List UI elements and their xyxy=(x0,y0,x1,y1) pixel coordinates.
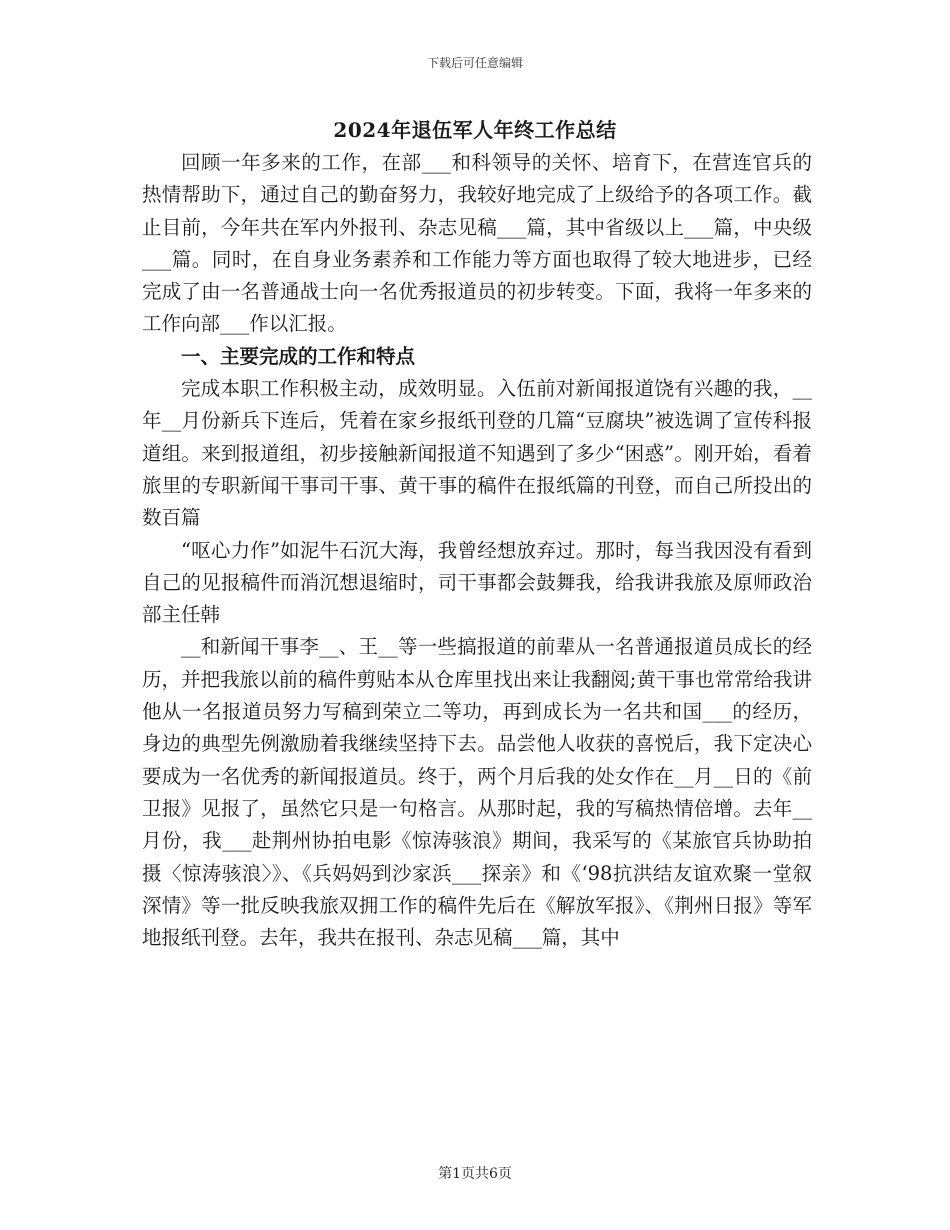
header-note: 下载后可任意编辑 xyxy=(426,56,523,70)
page-footer: 第1页共6页 xyxy=(438,1166,512,1182)
document-body xyxy=(142,147,812,954)
paragraph-body-1: 完成本职工作积极主动，成效明显。入伍前对新闻报道饶有兴趣的我，__年__月份新兵下连后，凭着在家乡报纸刊登的几篇“豆腐块”被选调了宣传科报道组。来到报道组，初步接触新闻报道不知遇到了多少“困惑”。刚开始，看着旅里的专职新闻干事司干事、黄干事的稿件在报纸篇的刊登，而自己所投出的数百篇 xyxy=(142,377,812,530)
paragraph-body-3: __和新闻干事李__、王__等一些搞报道的前辈从一名普通报道员成长的经历，并把我旅以前的稿件剪贴本从仓库里找出来让我翻阅;黄干事也常常给我讲他从一名报道员努力写稿到荣立二等功，再到成长为一名共和国___的经历，身边的典型先例激励着我继续坚持下去。品尝他人收获的喜悦后，我下定决心要成为一名优秀的新闻报道员。终于，两个月后我的处女作在__月__日的《前卫报》见报了，虽然它只是一句格言。从那时起，我的写稿热情倍增。去年__月份，我___赴荆州协拍电影《惊涛骇浪》期间，我采写的《某旅官兵协助拍摄〈惊涛骇浪〉》、《兵妈妈到沙家浜___探亲》和《‘98抗洪结友谊欢聚一堂叙深情》等一批反映我旅双拥工作的稿件先后在《解放军报》、《荆州日报》等军地报纸刊登。去年，我共在报刊、杂志见稿___篇，其中 xyxy=(142,635,812,950)
paragraph-intro: 回顾一年多来的工作，在部___和科领导的关怀、培育下，在营连官兵的热情帮助下，通过自己的勤奋努力，我较好地完成了上级给予的各项工作。截止目前，今年共在军内外报刊、杂志见稿___篇，其中省级以上___篇，中央级___篇。同时，在自身业务素养和工作能力等方面也取得了较大地进步，已经完成了由一名普通战士向一名优秀报道员的初步转变。下面，我将一年多来的工作向部___作以汇报。 xyxy=(142,151,812,336)
document-title: 2024年退伍军人年终工作总结 xyxy=(333,118,617,142)
section-heading: 一、主要完成的工作和特点 xyxy=(181,344,416,368)
paragraph-body-2: “呕心力作”如泥牛石沉大海，我曾经想放弃过。那时，每当我因没有看到自己的见报稿件而消沉想退缩时，司干事都会鼓舞我，给我讲我旅及原师政治部主任韩 xyxy=(142,538,812,627)
